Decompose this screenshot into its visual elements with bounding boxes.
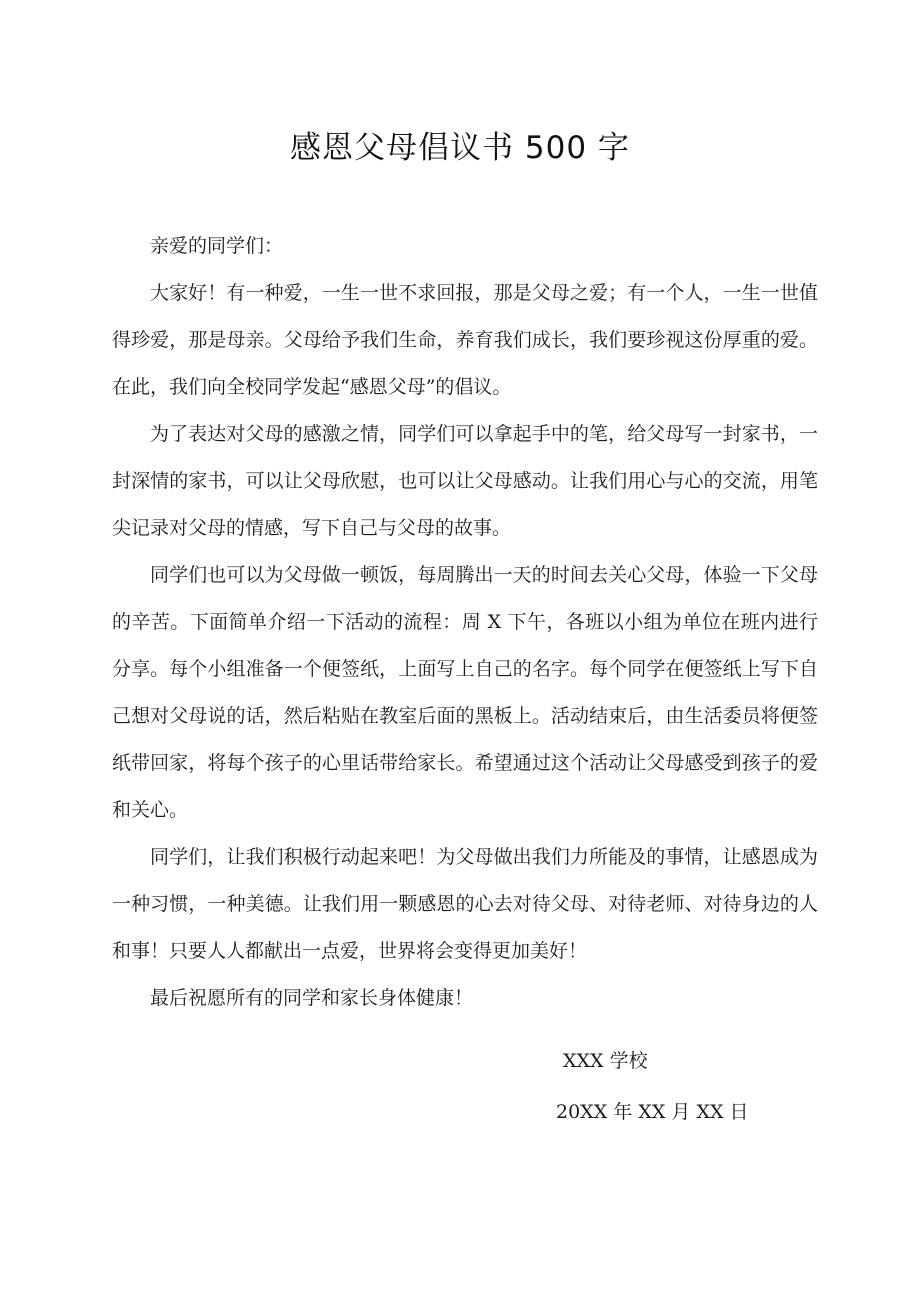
paragraph-call-to-action: 同学们，让我们积极行动起来吧！为父母做出我们力所能及的事情，让感恩成为一种习惯，一种美德。让我们用一颗感恩的心去对待父母、对待老师、对待身边的人和事！只要人人都献出一点爱，世界将会变得更加美好！ [112, 846, 818, 962]
paragraph-activity-flow: 同学们也可以为父母做一顿饭，每周腾出一天的时间去关心父母，体验一下父母的辛苦。下面简单介绍一下活动的流程：周 X 下午，各班以小组为单位在班内进行分享。每个小组准备一个便签纸，上面写上自己的名字。每个同学在便签纸上写下自己想对父母说的话，然后粘贴在教室后面的黑板上。活动结束后，由生活委员将便签纸带回家，将每个孩子的心里话带给家长。希望通过这个活动让父母感受到孩子的爱和关心。 [112, 564, 818, 821]
paragraph-letter-writing: 为了表达对父母的感激之情，同学们可以拿起手中的笔，给父母写一封家书，一封深情的家书，可以让父母欣慰，也可以让父母感动。让我们用心与心的交流，用笔尖记录对父母的情感，写下自己与父母的故事。 [112, 423, 818, 539]
greeting-line: 亲爱的同学们： [150, 235, 284, 257]
paragraph-greeting-intro: 大家好！有一种爱，一生一世不求回报，那是父母之爱；有一个人，一生一世值得珍爱，那是母亲。父母给予我们生命，养育我们成长，我们要珍视这份厚重的爱。在此，我们向全校同学发起“感恩父母”的倡议。 [112, 282, 818, 398]
paragraph-closing-wish: 最后祝愿所有的同学和家长身体健康！ [150, 987, 474, 1009]
page-title: 感恩父母倡议书 500 字 [290, 130, 630, 166]
signature-school: XXX 学校 [563, 1050, 648, 1072]
signature-date: 20XX 年 XX 月 XX 日 [556, 1101, 749, 1123]
document-body [112, 223, 818, 1022]
